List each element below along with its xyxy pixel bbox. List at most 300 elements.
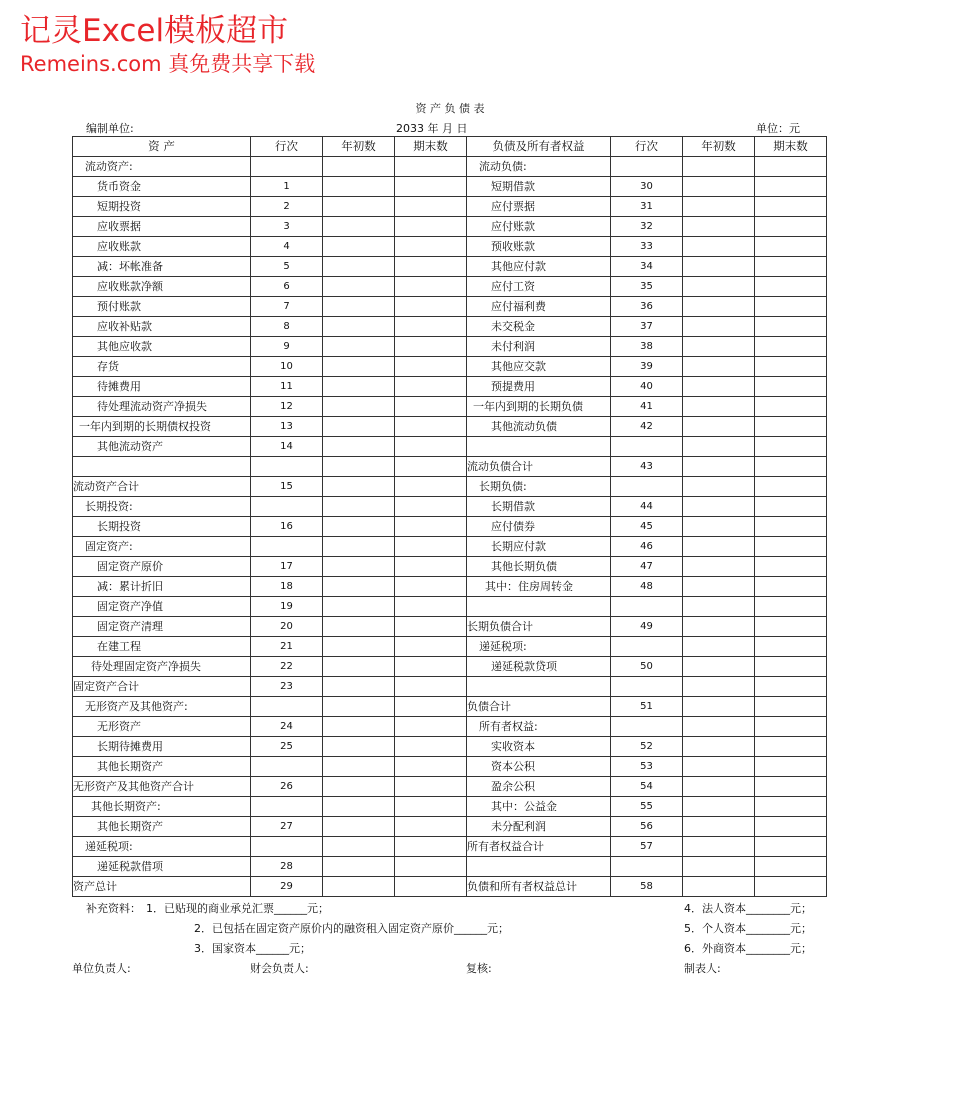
asset-begin-cell[interactable] bbox=[323, 297, 395, 317]
liability-end-cell[interactable] bbox=[755, 237, 827, 257]
asset-begin-cell[interactable] bbox=[323, 217, 395, 237]
asset-end-cell[interactable] bbox=[395, 677, 467, 697]
asset-end-cell[interactable] bbox=[395, 737, 467, 757]
liability-item-text: 其中：住房周转金 bbox=[485, 580, 573, 593]
liability-end-cell[interactable] bbox=[755, 257, 827, 277]
asset-item-text: 应收账款净额 bbox=[97, 280, 163, 293]
asset-begin-cell[interactable] bbox=[323, 317, 395, 337]
liability-end-cell[interactable] bbox=[755, 797, 827, 817]
asset-end-cell[interactable] bbox=[395, 177, 467, 197]
liability-row-no: 53 bbox=[611, 757, 683, 777]
table-row bbox=[73, 477, 827, 497]
asset-begin-cell[interactable] bbox=[323, 717, 395, 737]
liability-item bbox=[467, 277, 611, 297]
table-row bbox=[73, 777, 827, 797]
asset-item-text: 短期投资 bbox=[97, 200, 141, 213]
liability-item-text: 其中：公益金 bbox=[491, 800, 557, 813]
asset-end-cell[interactable] bbox=[395, 657, 467, 677]
liability-begin-cell[interactable] bbox=[683, 657, 755, 677]
liability-begin-cell[interactable] bbox=[683, 297, 755, 317]
liability-begin-cell[interactable] bbox=[683, 597, 755, 617]
table-row bbox=[73, 597, 827, 617]
liability-item bbox=[467, 197, 611, 217]
liability-end-cell[interactable] bbox=[755, 757, 827, 777]
liability-item-text: 其他流动负债 bbox=[491, 420, 557, 433]
asset-begin-cell[interactable] bbox=[323, 497, 395, 517]
liability-begin-cell[interactable] bbox=[683, 817, 755, 837]
asset-end-cell[interactable] bbox=[395, 197, 467, 217]
asset-begin-cell[interactable] bbox=[323, 557, 395, 577]
asset-item bbox=[73, 777, 251, 797]
asset-begin-cell[interactable] bbox=[323, 617, 395, 637]
page-title: 资 产 负 债 表 bbox=[415, 102, 485, 115]
liability-end-cell[interactable] bbox=[755, 357, 827, 377]
liability-end-cell[interactable] bbox=[755, 877, 827, 897]
table-row bbox=[73, 417, 827, 437]
liability-begin-cell[interactable] bbox=[683, 637, 755, 657]
liability-end-cell[interactable] bbox=[755, 437, 827, 457]
asset-end-cell[interactable] bbox=[395, 877, 467, 897]
balance-sheet-table bbox=[72, 136, 827, 897]
liability-end-cell[interactable] bbox=[755, 337, 827, 357]
asset-item-text: 无形资产及其他资产: bbox=[85, 700, 188, 713]
asset-begin-cell[interactable] bbox=[323, 457, 395, 477]
asset-row-no: 11 bbox=[251, 377, 323, 397]
asset-item-text: 无形资产 bbox=[97, 720, 141, 733]
asset-begin-cell[interactable] bbox=[323, 257, 395, 277]
asset-item bbox=[73, 357, 251, 377]
asset-row-no: 6 bbox=[251, 277, 323, 297]
asset-item bbox=[73, 697, 251, 717]
liability-end-cell[interactable] bbox=[755, 397, 827, 417]
asset-begin-cell[interactable] bbox=[323, 237, 395, 257]
asset-end-cell[interactable] bbox=[395, 277, 467, 297]
liability-end-cell[interactable] bbox=[755, 297, 827, 317]
header-row bbox=[73, 137, 827, 157]
liability-begin-cell[interactable] bbox=[683, 517, 755, 537]
liability-end-cell[interactable] bbox=[755, 477, 827, 497]
asset-begin-cell[interactable] bbox=[323, 877, 395, 897]
asset-item bbox=[73, 177, 251, 197]
liability-begin-cell[interactable] bbox=[683, 437, 755, 457]
asset-item bbox=[73, 537, 251, 557]
signature-review: 复核: bbox=[466, 962, 492, 975]
liability-begin-cell[interactable] bbox=[683, 457, 755, 477]
liability-end-cell[interactable] bbox=[755, 537, 827, 557]
asset-begin-cell[interactable] bbox=[323, 157, 395, 177]
liability-begin-cell[interactable] bbox=[683, 797, 755, 817]
liability-row-no bbox=[611, 677, 683, 697]
liability-end-cell[interactable] bbox=[755, 657, 827, 677]
liability-row-no: 42 bbox=[611, 417, 683, 437]
liability-row-no: 33 bbox=[611, 237, 683, 257]
table-row bbox=[73, 277, 827, 297]
liability-end-cell[interactable] bbox=[755, 637, 827, 657]
header-begin: 年初数 bbox=[323, 137, 395, 157]
header-asset: 资 产 bbox=[73, 137, 251, 157]
liability-item bbox=[467, 757, 611, 777]
asset-begin-cell[interactable] bbox=[323, 437, 395, 457]
asset-item bbox=[73, 317, 251, 337]
liability-row-no bbox=[611, 637, 683, 657]
liability-item bbox=[467, 257, 611, 277]
asset-begin-cell[interactable] bbox=[323, 277, 395, 297]
liability-item-text: 短期借款 bbox=[491, 180, 535, 193]
liability-item bbox=[467, 557, 611, 577]
liability-end-cell[interactable] bbox=[755, 517, 827, 537]
liability-item bbox=[467, 637, 611, 657]
report-date: 2033 年 月 日 bbox=[396, 122, 468, 135]
liability-item bbox=[467, 837, 611, 857]
asset-end-cell[interactable] bbox=[395, 597, 467, 617]
liability-item bbox=[467, 497, 611, 517]
liability-item-text: 预提费用 bbox=[491, 380, 535, 393]
asset-row-no: 24 bbox=[251, 717, 323, 737]
table-row bbox=[73, 677, 827, 697]
liability-begin-cell[interactable] bbox=[683, 197, 755, 217]
liability-row-no: 31 bbox=[611, 197, 683, 217]
liability-item bbox=[467, 777, 611, 797]
liability-begin-cell[interactable] bbox=[683, 877, 755, 897]
liability-end-cell[interactable] bbox=[755, 217, 827, 237]
liability-item bbox=[467, 217, 611, 237]
asset-end-cell[interactable] bbox=[395, 157, 467, 177]
liability-end-cell[interactable] bbox=[755, 197, 827, 217]
liability-item bbox=[467, 797, 611, 817]
asset-end-cell[interactable] bbox=[395, 357, 467, 377]
liability-begin-cell[interactable] bbox=[683, 477, 755, 497]
liability-end-cell[interactable] bbox=[755, 577, 827, 597]
asset-begin-cell[interactable] bbox=[323, 177, 395, 197]
table-row bbox=[73, 337, 827, 357]
asset-begin-cell[interactable] bbox=[323, 857, 395, 877]
asset-begin-cell[interactable] bbox=[323, 797, 395, 817]
table-row bbox=[73, 657, 827, 677]
asset-begin-cell[interactable] bbox=[323, 537, 395, 557]
asset-end-cell[interactable] bbox=[395, 577, 467, 597]
asset-end-cell[interactable] bbox=[395, 417, 467, 437]
liability-row-no: 49 bbox=[611, 617, 683, 637]
asset-row-no: 4 bbox=[251, 237, 323, 257]
liability-begin-cell[interactable] bbox=[683, 617, 755, 637]
supplement-item-6: 6．外商资本________元； bbox=[684, 942, 812, 955]
asset-end-cell[interactable] bbox=[395, 717, 467, 737]
asset-row-no: 2 bbox=[251, 197, 323, 217]
asset-end-cell[interactable] bbox=[395, 697, 467, 717]
asset-item-text: 固定资产: bbox=[85, 540, 133, 553]
asset-item bbox=[73, 517, 251, 537]
liability-begin-cell[interactable] bbox=[683, 497, 755, 517]
liability-item bbox=[467, 517, 611, 537]
liability-item-text: 应付票据 bbox=[491, 200, 535, 213]
liability-row-no: 50 bbox=[611, 657, 683, 677]
asset-item bbox=[73, 557, 251, 577]
liability-end-cell[interactable] bbox=[755, 277, 827, 297]
table-row bbox=[73, 457, 827, 477]
asset-item-text: 货币资金 bbox=[97, 180, 141, 193]
supplement-item-1: 1．已贴现的商业承兑汇票______元； bbox=[146, 902, 329, 915]
asset-end-cell[interactable] bbox=[395, 837, 467, 857]
watermark-title: 记灵Excel模板超市 bbox=[20, 13, 289, 49]
asset-item bbox=[73, 237, 251, 257]
liability-begin-cell[interactable] bbox=[683, 857, 755, 877]
liability-item bbox=[467, 297, 611, 317]
asset-begin-cell[interactable] bbox=[323, 657, 395, 677]
asset-begin-cell[interactable] bbox=[323, 737, 395, 757]
liability-item-text: 负债和所有者权益总计 bbox=[467, 880, 577, 893]
asset-item-text: 其他长期资产: bbox=[91, 800, 161, 813]
header-begin-2: 年初数 bbox=[683, 137, 755, 157]
asset-end-cell[interactable] bbox=[395, 537, 467, 557]
liability-end-cell[interactable] bbox=[755, 597, 827, 617]
table-row bbox=[73, 317, 827, 337]
liability-end-cell[interactable] bbox=[755, 317, 827, 337]
asset-item bbox=[73, 217, 251, 237]
liability-item-text: 长期负债: bbox=[479, 480, 527, 493]
asset-row-no: 14 bbox=[251, 437, 323, 457]
signature-preparer: 制表人: bbox=[684, 962, 721, 975]
liability-begin-cell[interactable] bbox=[683, 357, 755, 377]
liability-begin-cell[interactable] bbox=[683, 237, 755, 257]
header-row-no-2: 行次 bbox=[611, 137, 683, 157]
watermark-subtitle: Remeins.com 真免费共享下载 bbox=[20, 52, 316, 76]
asset-item bbox=[73, 437, 251, 457]
liability-row-no: 40 bbox=[611, 377, 683, 397]
liability-item-text: 长期借款 bbox=[491, 500, 535, 513]
liability-begin-cell[interactable] bbox=[683, 837, 755, 857]
liability-end-cell[interactable] bbox=[755, 837, 827, 857]
liability-end-cell[interactable] bbox=[755, 857, 827, 877]
asset-end-cell[interactable] bbox=[395, 777, 467, 797]
asset-item-text: 递延税项: bbox=[85, 840, 133, 853]
asset-row-no: 12 bbox=[251, 397, 323, 417]
asset-row-no bbox=[251, 537, 323, 557]
asset-end-cell[interactable] bbox=[395, 817, 467, 837]
liability-item bbox=[467, 597, 611, 617]
asset-end-cell[interactable] bbox=[395, 557, 467, 577]
asset-item bbox=[73, 877, 251, 897]
liability-row-no bbox=[611, 857, 683, 877]
asset-begin-cell[interactable] bbox=[323, 697, 395, 717]
asset-item bbox=[73, 477, 251, 497]
liability-row-no: 44 bbox=[611, 497, 683, 517]
liability-row-no: 35 bbox=[611, 277, 683, 297]
liability-end-cell[interactable] bbox=[755, 617, 827, 637]
asset-item bbox=[73, 257, 251, 277]
asset-row-no: 22 bbox=[251, 657, 323, 677]
table-row bbox=[73, 377, 827, 397]
asset-end-cell[interactable] bbox=[395, 437, 467, 457]
asset-row-no bbox=[251, 497, 323, 517]
liability-row-no: 32 bbox=[611, 217, 683, 237]
asset-item-text: 固定资产合计 bbox=[73, 680, 139, 693]
liability-begin-cell[interactable] bbox=[683, 557, 755, 577]
asset-row-no: 23 bbox=[251, 677, 323, 697]
asset-item-text: 减：累计折旧 bbox=[97, 580, 163, 593]
liability-begin-cell[interactable] bbox=[683, 417, 755, 437]
liability-row-no: 37 bbox=[611, 317, 683, 337]
liability-begin-cell[interactable] bbox=[683, 337, 755, 357]
asset-row-no: 8 bbox=[251, 317, 323, 337]
liability-item bbox=[467, 617, 611, 637]
asset-item bbox=[73, 417, 251, 437]
liability-begin-cell[interactable] bbox=[683, 737, 755, 757]
table-row bbox=[73, 697, 827, 717]
liability-begin-cell[interactable] bbox=[683, 777, 755, 797]
asset-end-cell[interactable] bbox=[395, 297, 467, 317]
liability-begin-cell[interactable] bbox=[683, 317, 755, 337]
liability-begin-cell[interactable] bbox=[683, 677, 755, 697]
liability-begin-cell[interactable] bbox=[683, 217, 755, 237]
asset-begin-cell[interactable] bbox=[323, 677, 395, 697]
asset-row-no: 5 bbox=[251, 257, 323, 277]
asset-row-no: 20 bbox=[251, 617, 323, 637]
asset-end-cell[interactable] bbox=[395, 497, 467, 517]
liability-item-text: 流动负债: bbox=[479, 160, 527, 173]
liability-begin-cell[interactable] bbox=[683, 397, 755, 417]
liability-item-text: 预收账款 bbox=[491, 240, 535, 253]
liability-row-no: 54 bbox=[611, 777, 683, 797]
liability-item bbox=[467, 437, 611, 457]
liability-begin-cell[interactable] bbox=[683, 757, 755, 777]
asset-begin-cell[interactable] bbox=[323, 477, 395, 497]
asset-begin-cell[interactable] bbox=[323, 837, 395, 857]
asset-end-cell[interactable] bbox=[395, 637, 467, 657]
asset-row-no bbox=[251, 797, 323, 817]
liability-row-no: 39 bbox=[611, 357, 683, 377]
asset-begin-cell[interactable] bbox=[323, 757, 395, 777]
asset-end-cell[interactable] bbox=[395, 257, 467, 277]
liability-end-cell[interactable] bbox=[755, 677, 827, 697]
liability-end-cell[interactable] bbox=[755, 817, 827, 837]
table-row bbox=[73, 217, 827, 237]
liability-end-cell[interactable] bbox=[755, 417, 827, 437]
asset-item-text: 其他应收款 bbox=[97, 340, 152, 353]
asset-item-text: 长期投资: bbox=[85, 500, 133, 513]
liability-item-text: 其他应交款 bbox=[491, 360, 546, 373]
asset-item-text: 固定资产清理 bbox=[97, 620, 163, 633]
asset-end-cell[interactable] bbox=[395, 757, 467, 777]
liability-end-cell[interactable] bbox=[755, 717, 827, 737]
liability-item-text: 资本公积 bbox=[491, 760, 535, 773]
asset-begin-cell[interactable] bbox=[323, 377, 395, 397]
asset-row-no: 9 bbox=[251, 337, 323, 357]
asset-item bbox=[73, 717, 251, 737]
liability-begin-cell[interactable] bbox=[683, 717, 755, 737]
asset-end-cell[interactable] bbox=[395, 797, 467, 817]
asset-begin-cell[interactable] bbox=[323, 357, 395, 377]
asset-begin-cell[interactable] bbox=[323, 777, 395, 797]
liability-item-text: 长期负债合计 bbox=[467, 620, 533, 633]
asset-begin-cell[interactable] bbox=[323, 397, 395, 417]
liability-begin-cell[interactable] bbox=[683, 537, 755, 557]
liability-begin-cell[interactable] bbox=[683, 257, 755, 277]
asset-item bbox=[73, 857, 251, 877]
liability-row-no: 30 bbox=[611, 177, 683, 197]
asset-item-text: 减：坏帐准备 bbox=[97, 260, 163, 273]
asset-end-cell[interactable] bbox=[395, 217, 467, 237]
liability-item-text: 未付利润 bbox=[491, 340, 535, 353]
asset-begin-cell[interactable] bbox=[323, 817, 395, 837]
liability-end-cell[interactable] bbox=[755, 777, 827, 797]
asset-begin-cell[interactable] bbox=[323, 337, 395, 357]
liability-begin-cell[interactable] bbox=[683, 697, 755, 717]
asset-row-no: 13 bbox=[251, 417, 323, 437]
liability-end-cell[interactable] bbox=[755, 177, 827, 197]
liability-end-cell[interactable] bbox=[755, 457, 827, 477]
liability-item bbox=[467, 317, 611, 337]
asset-item-text: 预付账款 bbox=[97, 300, 141, 313]
table-row bbox=[73, 737, 827, 757]
header-end-2: 期末数 bbox=[755, 137, 827, 157]
liability-end-cell[interactable] bbox=[755, 497, 827, 517]
liability-begin-cell[interactable] bbox=[683, 377, 755, 397]
asset-item-text: 递延税款借项 bbox=[97, 860, 163, 873]
liability-item-text: 盈余公积 bbox=[491, 780, 535, 793]
asset-begin-cell[interactable] bbox=[323, 597, 395, 617]
asset-begin-cell[interactable] bbox=[323, 577, 395, 597]
asset-end-cell[interactable] bbox=[395, 517, 467, 537]
table-row bbox=[73, 557, 827, 577]
liability-item-text: 递延税款贷项 bbox=[491, 660, 557, 673]
signature-head: 单位负责人: bbox=[72, 962, 131, 975]
asset-begin-cell[interactable] bbox=[323, 517, 395, 537]
liability-end-cell[interactable] bbox=[755, 557, 827, 577]
asset-item bbox=[73, 817, 251, 837]
asset-item-text: 应收票据 bbox=[97, 220, 141, 233]
asset-item-text: 应收补贴款 bbox=[97, 320, 152, 333]
asset-end-cell[interactable] bbox=[395, 857, 467, 877]
asset-end-cell[interactable] bbox=[395, 377, 467, 397]
asset-end-cell[interactable] bbox=[395, 617, 467, 637]
asset-end-cell[interactable] bbox=[395, 317, 467, 337]
liability-begin-cell[interactable] bbox=[683, 177, 755, 197]
asset-row-no: 18 bbox=[251, 577, 323, 597]
asset-begin-cell[interactable] bbox=[323, 637, 395, 657]
liability-end-cell[interactable] bbox=[755, 697, 827, 717]
liability-begin-cell[interactable] bbox=[683, 157, 755, 177]
asset-row-no: 16 bbox=[251, 517, 323, 537]
asset-row-no: 15 bbox=[251, 477, 323, 497]
liability-end-cell[interactable] bbox=[755, 377, 827, 397]
asset-row-no: 26 bbox=[251, 777, 323, 797]
liability-item bbox=[467, 577, 611, 597]
table-row bbox=[73, 397, 827, 417]
liability-item bbox=[467, 537, 611, 557]
asset-item bbox=[73, 677, 251, 697]
asset-begin-cell[interactable] bbox=[323, 417, 395, 437]
liability-row-no bbox=[611, 157, 683, 177]
table-row bbox=[73, 197, 827, 217]
liability-end-cell[interactable] bbox=[755, 737, 827, 757]
supplement-item-2: 2．已包括在固定资产原价内的融资租入固定资产原价______元； bbox=[194, 922, 509, 935]
prepared-unit-label: 编制单位: bbox=[86, 122, 134, 135]
asset-end-cell[interactable] bbox=[395, 457, 467, 477]
asset-end-cell[interactable] bbox=[395, 337, 467, 357]
liability-row-no: 41 bbox=[611, 397, 683, 417]
liability-begin-cell[interactable] bbox=[683, 577, 755, 597]
asset-item bbox=[73, 497, 251, 517]
liability-begin-cell[interactable] bbox=[683, 277, 755, 297]
asset-end-cell[interactable] bbox=[395, 477, 467, 497]
liability-end-cell[interactable] bbox=[755, 157, 827, 177]
liability-item bbox=[467, 177, 611, 197]
asset-begin-cell[interactable] bbox=[323, 197, 395, 217]
liability-item bbox=[467, 857, 611, 877]
table-row bbox=[73, 157, 827, 177]
asset-end-cell[interactable] bbox=[395, 397, 467, 417]
asset-end-cell[interactable] bbox=[395, 237, 467, 257]
